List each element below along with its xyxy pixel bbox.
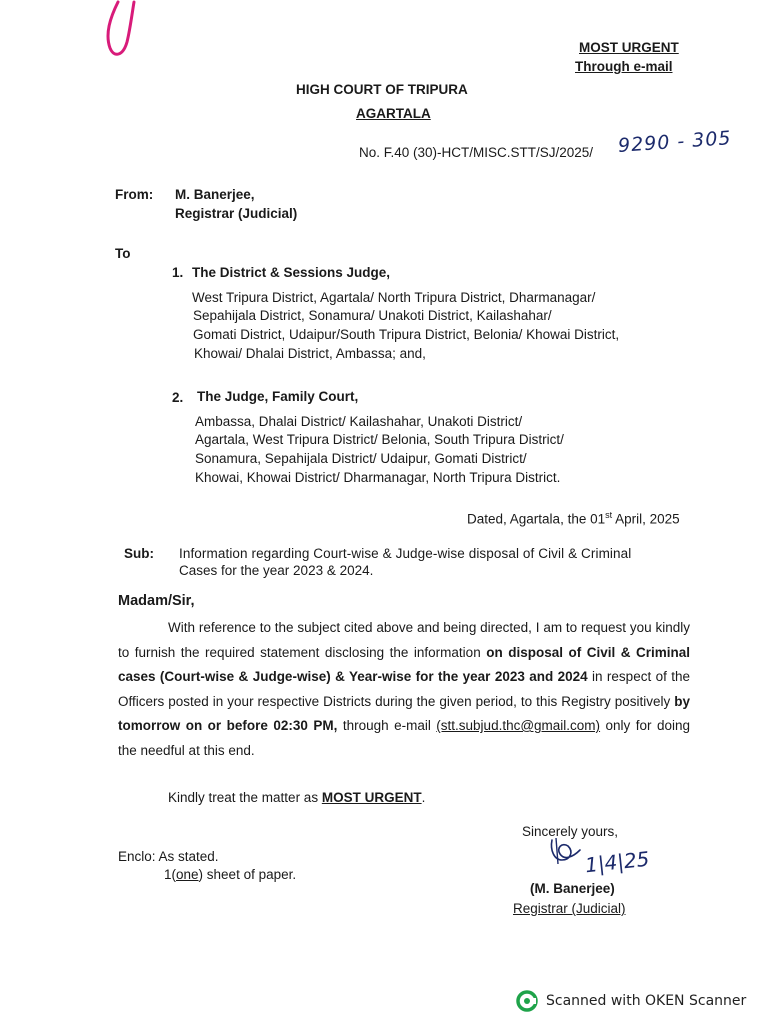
recipient-1-line: Khowai/ Dhalai District, Ambassa; and, [194,346,426,361]
urgency-emphasis: MOST URGENT [321,790,422,805]
from-name: M. Banerjee, [175,187,255,202]
dated-superscript: st [605,510,613,520]
urgency-paragraph [168,789,425,807]
reference-number [359,144,593,162]
recipient-2-number: 2. [172,390,184,405]
body-bold-text: on disposal of Civil & Criminal cases (Court-wise & Judge-wise) & Year-wise for the year 2023 and 2024 [118,644,690,684]
scanner-watermark [516,990,746,1012]
enclosure-count: one [176,867,199,882]
subject-line-1: Information regarding Court-wise & Judge-wise disposal of Civil & Criminal [179,546,632,561]
recipient-1-line: Sepahijala District, Sonamura/ Unakoti District, Kailashahar/ [193,308,552,323]
email-address: (stt.subjud.thc@gmail.com) [436,718,601,733]
recipient-2-line: Ambassa, Dhalai District/ Kailashahar, Unakoti District/ [195,414,523,429]
signatory-name: (M. Banerjee) [530,881,615,896]
body-deadline: by tomorrow on or before 02:30 PM, [118,693,690,733]
recipient-2-title: The Judge, Family Court, [197,389,359,404]
recipient-1-line: West Tripura District, Agartala/ North Tripura District, Dharmanagar/ [192,290,596,305]
recipient-1-line: Gomati District, Udaipur/South Tripura District, Belonia/ Khowai District, [193,327,620,342]
recipient-2-line: Khowai, Khowai District/ Dharmanagar, North Tripura District. [195,470,561,485]
urgency-period: . [421,790,426,805]
from-label: From: [115,187,154,202]
dated-prefix: Dated, Agartala, the 01 [467,511,606,527]
from-designation: Registrar (Judicial) [175,206,298,221]
recipient-2-line: Agartala, West Tripura District/ Belonia, South Tripura District/ [195,432,564,447]
enclosure-line: Enclo: As stated. [118,849,219,864]
body-text: With reference to the subject cited above and being directed, I am to request you kindly to furnish the required statement disclosing the information [118,620,690,660]
court-name: HIGH COURT OF TRIPURA [296,82,468,97]
enclosure-prefix: 1( [164,867,177,882]
subject-line-2: Cases for the year 2023 & 2024. [179,563,374,578]
channel-label: Through e-mail [575,59,673,74]
valediction: Sincerely yours, [522,824,619,839]
recipient-1-title: The District & Sessions Judge, [192,265,391,280]
dated-suffix: April, 2025 [612,511,680,527]
signature [546,834,586,868]
salutation: Madam/Sir, [118,593,195,609]
reference-handwritten: 9290 - 305 [617,127,733,157]
enclosure-suffix: ) sheet of paper. [198,867,297,882]
scanner-text: Scanned with OKEN Scanner [546,993,747,1009]
urgency-text: Kindly treat the matter as [168,790,322,805]
subject-label: Sub: [124,546,154,561]
enclosure-sheets [164,866,296,884]
body-text: in respect of the Officers posted in your respective Districts during the given period, to this Registry positively [118,669,690,709]
urgency-label: MOST URGENT [579,40,679,55]
recipient-1-number: 1. [172,265,184,280]
recipient-2-line: Sonamura, Sepahijala District/ Udaipur, Gomati District/ [195,451,527,466]
body-text: through e-mail [337,718,437,733]
signature-date: 1|4|25 [583,846,651,878]
body-paragraph [118,616,690,763]
to-label: To [115,246,131,261]
signatory-designation: Registrar (Judicial) [513,901,626,916]
reference-number-text: No. F.40 (30)-HCT/MISC.STT/SJ/2025/ [359,145,594,160]
court-city: AGARTALA [356,106,431,121]
scanner-logo-icon [516,990,538,1012]
dated-line [467,506,680,529]
body-text: only for doing the needful at this end. [118,718,691,758]
margin-pen-mark [96,0,146,64]
